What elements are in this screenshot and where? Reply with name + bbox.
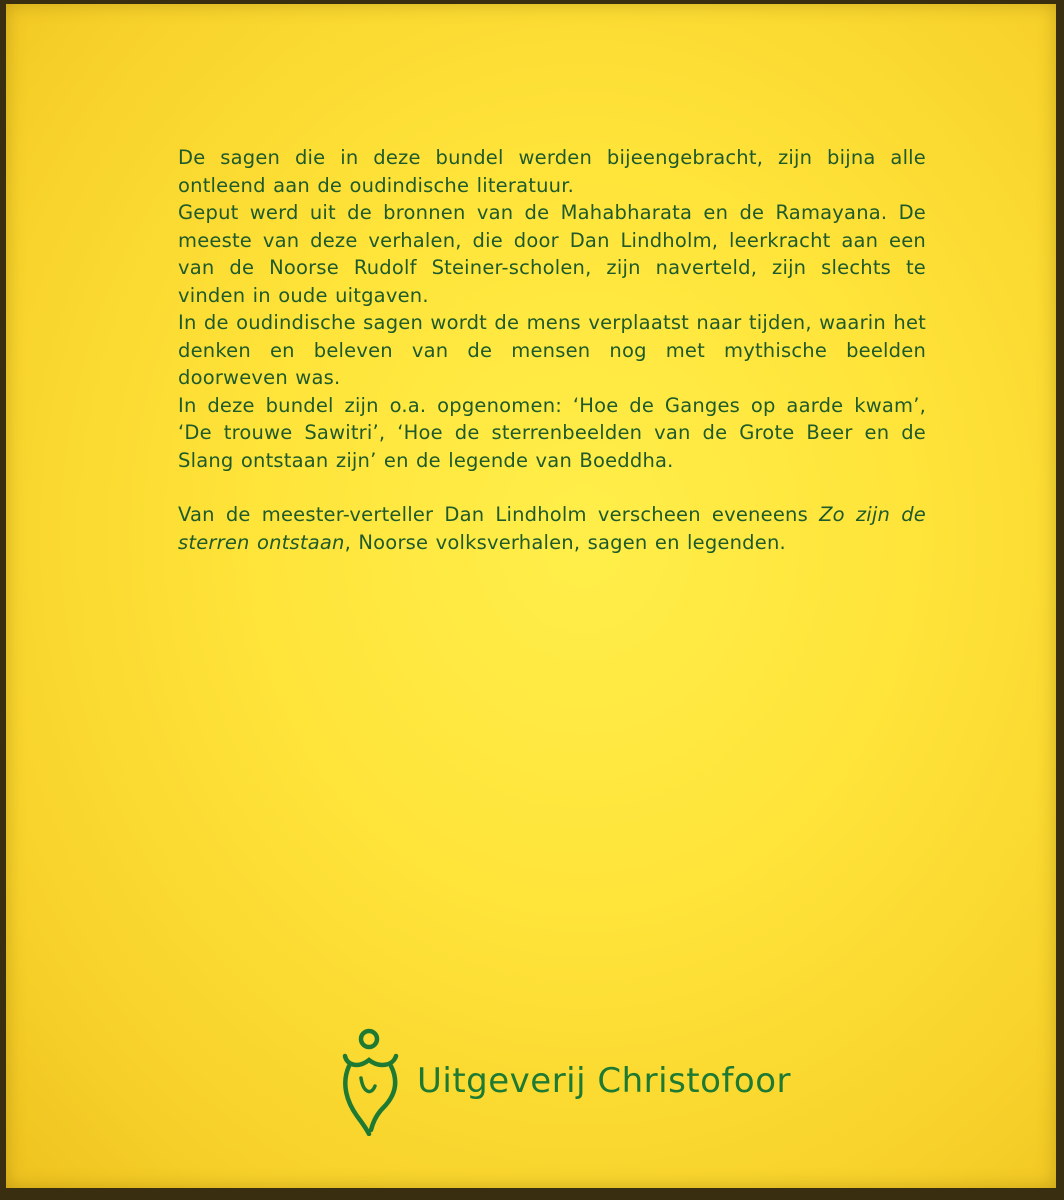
blurb-paragraph-2: Geput werd uit de bronnen van de Mahabharata en de Ramayana. De meeste van deze verhalen, die door Dan Lindholm, leerkracht aan een van de Noorse Rudolf Steiner-scholen, zijn naverteld, zijn slechts te vinden in oude uitgaven. [178, 201, 926, 307]
publisher-name: Uitgeverij Christofoor [417, 1061, 791, 1101]
publisher-imprint [339, 1026, 791, 1136]
blurb-paragraph-5-text: Van de meester-verteller Dan Lindholm verscheen eveneens [178, 503, 820, 526]
blurb-paragraph-5-text-end: , Noorse volksverhalen, sagen en legenden. [344, 530, 786, 554]
back-cover-blurb [178, 144, 926, 556]
book-title-reference: Zo zijn de sterren ontstaan [178, 503, 926, 554]
book-back-cover [6, 4, 1056, 1188]
blurb-paragraph-5 [178, 501, 926, 556]
blurb-paragraph-3: In de oudindische sagen wordt de mens verplaatst naar tijden, waarin het denken en beleven van de mensen nog met mythische beelden doorweven was. [178, 311, 926, 389]
blurb-paragraph-4: In deze bundel zijn o.a. opgenomen: ‘Hoe de Ganges op aarde kwam’, ‘De trouwe Sawitri’, ‘Hoe de sterrenbeelden van de Grote Beer en de Slang ontstaan zijn’ en de legende van Boeddha. [178, 393, 926, 472]
blurb-paragraph-1: De sagen die in deze bundel werden bijeengebracht, zijn bijna alle ontleend aan de oudindische literatuur. [178, 146, 926, 197]
christofoor-logo-icon [339, 1026, 403, 1136]
